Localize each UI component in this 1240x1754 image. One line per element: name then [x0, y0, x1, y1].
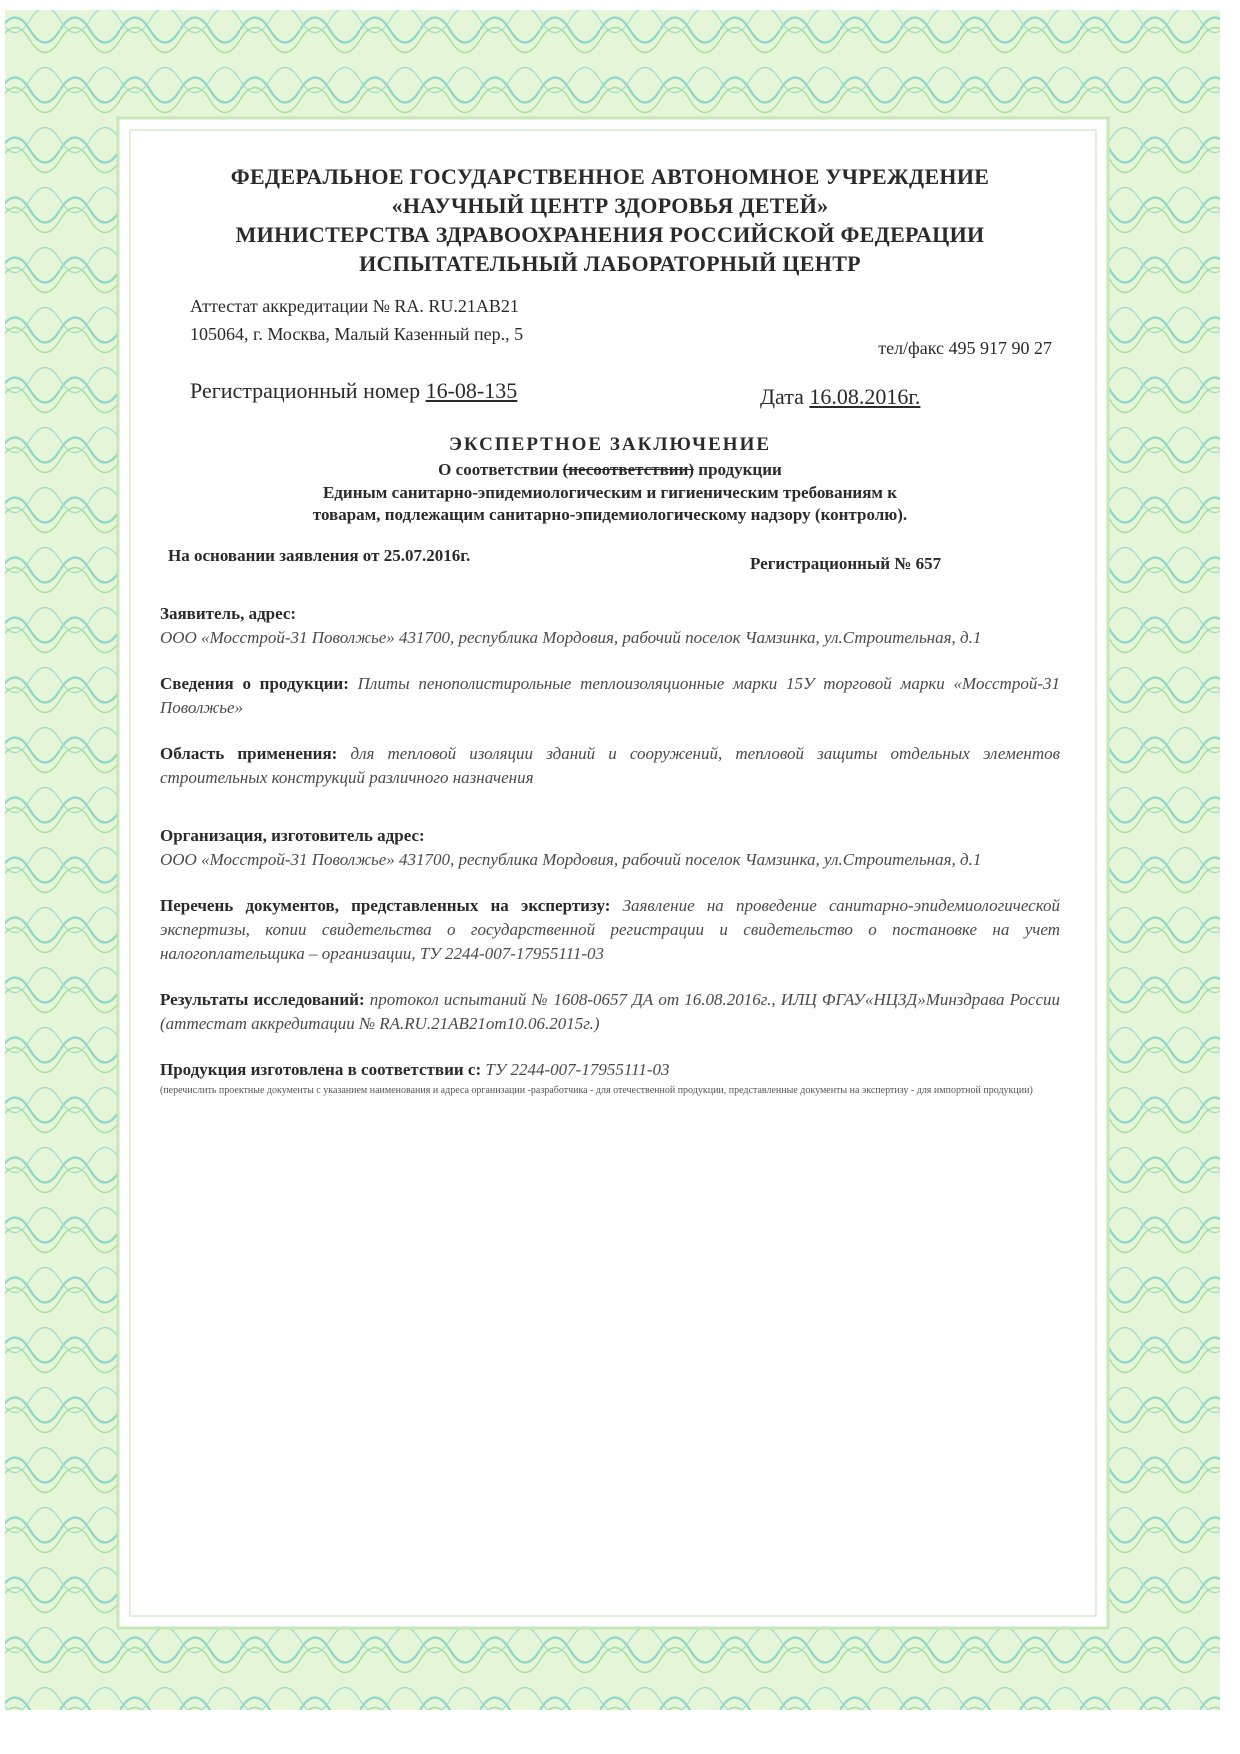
- produced-section: [150, 1058, 1070, 1082]
- footnote-text: (перечислить проектные документы с указанием наименования и адреса организации -разработчика - для отечественной продукции, представленные документы на экспертизу - для импортной продукции): [160, 1085, 1033, 1096]
- registration-line: [150, 372, 1070, 418]
- application-basis: На основании заявления от 25.07.2016г.: [168, 546, 471, 565]
- subtitle-suffix: продукции: [694, 460, 782, 479]
- documents-section: [150, 894, 1070, 966]
- accreditation-text: Аттестат аккредитации № RA. RU.21AB21: [190, 296, 519, 316]
- conformity-text: [150, 482, 1070, 526]
- scope-value: для тепловой изоляции зданий и сооружений, тепловой защиты отдельных элементов строительных конструкций различного назначения: [160, 744, 1061, 787]
- document-content: [150, 150, 1070, 1610]
- header-line-3: МИНИСТЕРСТВА ЗДРАВООХРАНЕНИЯ РОССИЙСКОЙ ФЕДЕРАЦИИ: [235, 222, 985, 247]
- registration-date-value: 16.08.2016г.: [809, 384, 921, 409]
- product-section: [150, 672, 1070, 720]
- product-label: Сведения о продукции:: [160, 674, 358, 693]
- results-label: Результаты исследований:: [160, 990, 370, 1009]
- produced-label: Продукция изготовлена в соответствии с:: [160, 1060, 486, 1079]
- manufacturer-value: ООО «Мосстрой-31 Поволжье» 431700, республика Мордовия, рабочий поселок Чамзинка, ул.Строительная, д.1: [160, 850, 982, 869]
- registration-date: [760, 384, 920, 410]
- document-title: ЭКСПЕРТНОЕ ЗАКЛЮЧЕНИЕ: [448, 434, 772, 455]
- registration-number: [190, 378, 517, 404]
- header-line-1: ФЕДЕРАЛЬНОЕ ГОСУДАРСТВЕННОЕ АВТОНОМНОЕ УЧРЕЖДЕНИЕ: [230, 164, 990, 189]
- conformity-line-2: товарам, подлежащим санитарно-эпидемиологическому надзору (контролю).: [312, 505, 908, 524]
- applicant-value: ООО «Мосстрой-31 Поволжье» 431700, республика Мордовия, рабочий поселок Чамзинка, ул.Строительная, д.1: [160, 628, 982, 647]
- registration-number-label: Регистрационный номер: [190, 378, 426, 403]
- requisites-block: [150, 294, 1070, 358]
- subtitle-prefix: О соответствии: [438, 460, 563, 479]
- basis-line: [150, 546, 1070, 580]
- conformity-line-1: Единым санитарно-эпидемиологическим и гигиеническим требованиям к: [322, 483, 898, 502]
- registration-date-label: Дата: [760, 384, 810, 409]
- documents-value: Заявление на проведение санитарно-эпидемиологической экспертизы, копии свидетельства о государственной регистрации и свидетельство о постановке на учет налогоплательщика – организации, ТУ 2244-007-17955111-03: [160, 896, 1061, 963]
- basis-reg-number: Регистрационный № 657: [750, 554, 942, 573]
- address-text: 105064, г. Москва, Малый Казенный пер., 5: [190, 324, 524, 344]
- documents-label: Перечень документов, представленных на экспертизу:: [160, 896, 623, 915]
- document-subtitle: [150, 460, 1070, 480]
- header-line-4: ИСПЫТАТЕЛЬНЫЙ ЛАБОРАТОРНЫЙ ЦЕНТР: [359, 251, 861, 276]
- scope-label: Область применения:: [160, 744, 351, 763]
- phone-text: тел/факс 495 917 90 27: [878, 338, 1052, 358]
- manufacturer-label: Организация, изготовитель адрес:: [160, 826, 425, 845]
- registration-number-value: 16-08-135: [425, 378, 518, 403]
- applicant-label: Заявитель, адрес:: [160, 604, 297, 623]
- subtitle-struck: (несоответствии): [562, 460, 695, 479]
- produced-value: ТУ 2244-007-17955111-03: [485, 1060, 670, 1079]
- header-line-2: «НАУЧНЫЙ ЦЕНТР ЗДОРОВЬЯ ДЕТЕЙ»: [391, 193, 829, 218]
- scope-section: [150, 742, 1070, 790]
- institution-header: [150, 162, 1070, 278]
- applicant-section: [150, 602, 1070, 650]
- manufacturer-section: [150, 824, 1070, 872]
- product-value: Плиты пенополистирольные теплоизоляционные марки 15У торговой марки «Мосстрой-31 Поволжье»: [160, 674, 1060, 717]
- results-section: [150, 988, 1070, 1036]
- results-value: протокол испытаний № 1608-0657 ДА от 16.08.2016г., ИЛЦ ФГАУ«НЦЗД»Минздрава России (аттестат аккредитации № RA.RU.21AB21от10.06.2015г.): [160, 990, 1060, 1033]
